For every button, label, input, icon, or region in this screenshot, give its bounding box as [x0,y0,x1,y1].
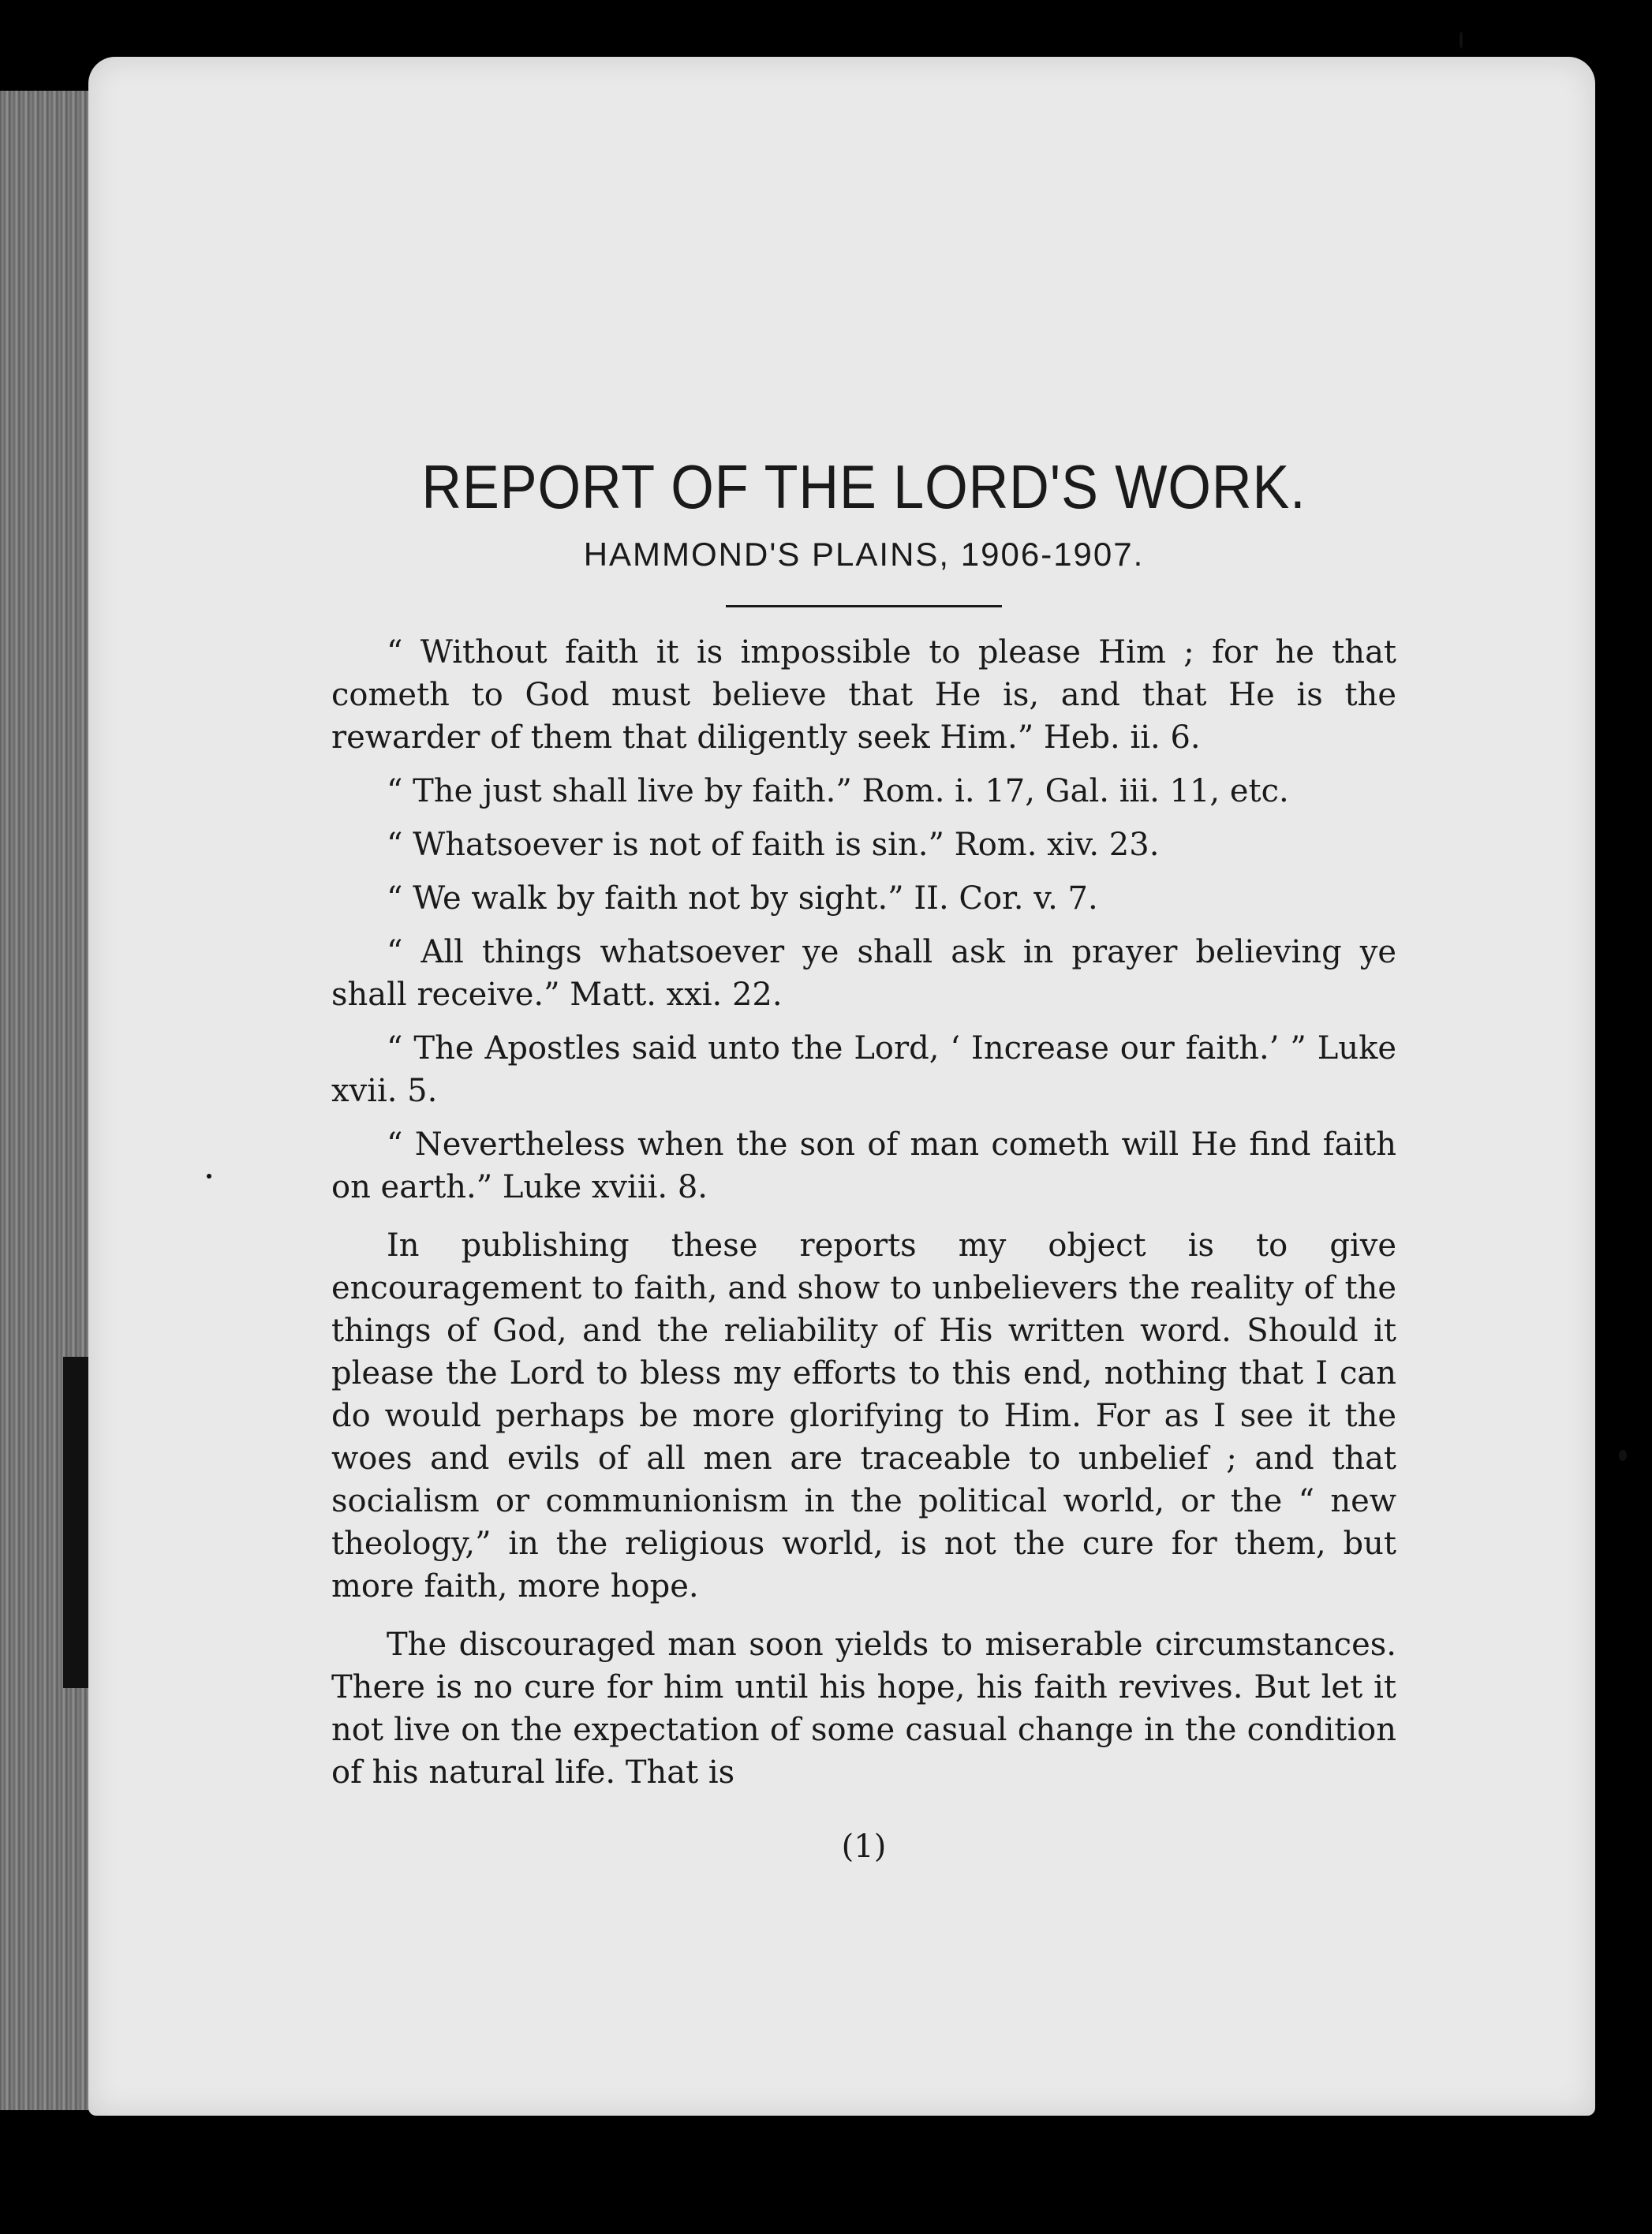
scripture-quote-1: “ Without faith it is impossible to please Him ; for he that cometh to God must believe that He is, and that He is the rewarder of them that diligently seek Him.” Heb. ii. 6. [331,633,1396,756]
scripture-quote-3: “ Whatsoever is not of faith is sin.” Rom. xiv. 23. [387,826,1160,863]
body-paragraph-2: The discouraged man soon yields to miserable circumstances. There is no cure for him until his hope, his faith revives. But let it not live on the expectation of some casual change in the condition of his natural life. That is [331,1626,1396,1791]
document-title: REPORT OF THE LORD'S WORK. [421,452,1306,521]
title-rule [726,605,1002,607]
page-number: (1) [841,1828,887,1865]
book-binding-edge [0,91,103,2110]
scripture-quote-5: “ All things whatsoever ye shall ask in prayer believing ye shall receive.” Matt. xxi. 22. [331,933,1396,1013]
scripture-quote-4: “ We walk by faith not by sight.” II. Cor. v. 7. [387,880,1098,917]
scan-speck [1619,1450,1627,1461]
body-paragraph-1: In publishing these reports my object is to give encouragement to faith, and show to unbelievers the reality of the things of God, and the reliability of His written word. Should it please the Lord to bless my efforts to this end, nothing that I can do would perhaps be more glorifying to Him. For as I see it the woes and evils of all men are traceable to unbelief ; and that socialism or communionism in the political world, or the “ new theology,” in the religious world, is not the cure for them, but more faith, more hope. [331,1227,1396,1605]
scripture-quote-6: “ The Apostles said unto the Lord, ‘ Increase our faith.’ ” Luke xvii. 5. [331,1029,1396,1109]
document-subtitle: HAMMOND'S PLAINS, 1906-1907. [583,535,1145,573]
scan-speck [1460,32,1463,49]
scripture-quote-7: “ Nevertheless when the son of man cometh will He find faith on earth.” Luke xviii. 8. [331,1126,1396,1205]
scan-speck [207,1174,211,1179]
page-content [331,454,1396,1865]
scripture-quote-2: “ The just shall live by faith.” Rom. i. 17, Gal. iii. 11, etc. [387,772,1289,809]
body-text [331,631,1396,1794]
